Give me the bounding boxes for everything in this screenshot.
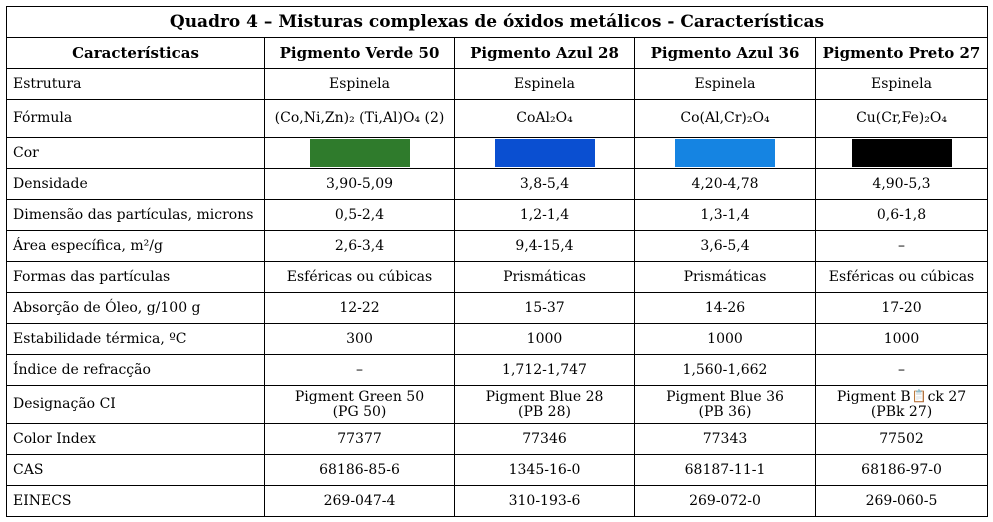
table-row (7, 355, 988, 386)
ci-code: (PG 50) (332, 403, 387, 420)
cell (265, 386, 455, 424)
cell: 310-193-6 (455, 486, 635, 517)
cell: 77377 (265, 424, 455, 455)
row-label-absorcao: Absorção de Óleo, g/100 g (7, 293, 265, 324)
cell (455, 138, 635, 169)
cell: Esféricas ou cúbicas (265, 262, 455, 293)
table-title: Quadro 4 – Misturas complexas de óxidos metálicos - Características (7, 7, 988, 38)
header-azul-28: Pigmento Azul 28 (455, 38, 635, 69)
cell: 1345-16-0 (455, 455, 635, 486)
table-row (7, 69, 988, 100)
table-row (7, 455, 988, 486)
cell: Espinela (455, 69, 635, 100)
row-label-formas: Formas das partículas (7, 262, 265, 293)
cell: 68186-85-6 (265, 455, 455, 486)
row-label-densidade: Densidade (7, 169, 265, 200)
color-swatch-azul-36 (675, 139, 775, 167)
cell (635, 138, 816, 169)
table-row (7, 486, 988, 517)
cell: – (816, 355, 988, 386)
cell (816, 138, 988, 169)
table-row (7, 100, 988, 138)
cell: 1000 (635, 324, 816, 355)
cell: (Co,Ni,Zn)₂ (Ti,Al)O₄ (2) (265, 100, 455, 138)
row-label-einecs: EINECS (7, 486, 265, 517)
row-label-cas: CAS (7, 455, 265, 486)
cell: Prismáticas (635, 262, 816, 293)
cell: 17-20 (816, 293, 988, 324)
table-row (7, 200, 988, 231)
clipboard-paste-icon[interactable]: 📋 (911, 388, 927, 403)
ci-name: Pigment Blue 36 (666, 388, 784, 405)
cell: 15-37 (455, 293, 635, 324)
cell: 1,712-1,747 (455, 355, 635, 386)
cell: 12-22 (265, 293, 455, 324)
row-label-area: Área específica, m²/g (7, 231, 265, 262)
cell: 1000 (455, 324, 635, 355)
cell: 77346 (455, 424, 635, 455)
cell: Espinela (635, 69, 816, 100)
row-label-estabilidade: Estabilidade térmica, ºC (7, 324, 265, 355)
cell: 68186-97-0 (816, 455, 988, 486)
header-row (7, 38, 988, 69)
ci-name: Pigment Blue 28 (485, 388, 604, 405)
cell (635, 386, 816, 424)
header-caracteristicas: Características (7, 38, 265, 69)
color-swatch-azul-28 (495, 139, 595, 167)
cell: 1000 (816, 324, 988, 355)
cell (455, 386, 635, 424)
cell (265, 138, 455, 169)
cell: 2,6-3,4 (265, 231, 455, 262)
cell: 1,560-1,662 (635, 355, 816, 386)
cell: Espinela (816, 69, 988, 100)
ci-code: (PB 36) (698, 403, 752, 420)
row-label-indice: Índice de refracção (7, 355, 265, 386)
cell: 300 (265, 324, 455, 355)
cell: 3,8-5,4 (455, 169, 635, 200)
cell: 3,90-5,09 (265, 169, 455, 200)
cell: 68187-11-1 (635, 455, 816, 486)
ci-name-part: ck 27 (927, 388, 967, 405)
cell: Prismáticas (455, 262, 635, 293)
cell: 0,5-2,4 (265, 200, 455, 231)
ci-name-part: Pigment B (836, 388, 911, 405)
table-row (7, 293, 988, 324)
color-swatch-preto (852, 139, 952, 167)
cell: 1,3-1,4 (635, 200, 816, 231)
cell: 77502 (816, 424, 988, 455)
table-row (7, 231, 988, 262)
cell: 14-26 (635, 293, 816, 324)
table-row (7, 138, 988, 169)
cell: 4,20-4,78 (635, 169, 816, 200)
cell: – (265, 355, 455, 386)
table-row (7, 386, 988, 424)
cell: Espinela (265, 69, 455, 100)
cell: 1,2-1,4 (455, 200, 635, 231)
header-preto-27: Pigmento Preto 27 (816, 38, 988, 69)
cell: CoAl₂O₄ (455, 100, 635, 138)
cell: Co(Al,Cr)₂O₄ (635, 100, 816, 138)
ci-name: Pigment Green 50 (294, 388, 425, 405)
header-verde-50: Pigmento Verde 50 (265, 38, 455, 69)
table-row (7, 324, 988, 355)
color-swatch-verde (310, 139, 410, 167)
cell: 9,4-15,4 (455, 231, 635, 262)
table-container (6, 6, 987, 517)
cell: 0,6-1,8 (816, 200, 988, 231)
table-row (7, 262, 988, 293)
cell: 4,90-5,3 (816, 169, 988, 200)
cell: 269-072-0 (635, 486, 816, 517)
cell (816, 386, 988, 424)
row-label-formula: Fórmula (7, 100, 265, 138)
row-label-cor: Cor (7, 138, 265, 169)
ci-name (820, 390, 983, 405)
cell: Esféricas ou cúbicas (816, 262, 988, 293)
cell: 77343 (635, 424, 816, 455)
cell: 3,6-5,4 (635, 231, 816, 262)
table-row (7, 424, 988, 455)
cell: 269-060-5 (816, 486, 988, 517)
cell: Cu(Cr,Fe)₂O₄ (816, 100, 988, 138)
table-row (7, 169, 988, 200)
ci-code: (PB 28) (518, 403, 571, 420)
row-label-colorindex: Color Index (7, 424, 265, 455)
row-label-designacao: Designação CI (7, 386, 265, 424)
title-row (7, 7, 988, 38)
characteristics-table (6, 6, 988, 517)
row-label-dimensao: Dimensão das partículas, microns (7, 200, 265, 231)
cell: – (816, 231, 988, 262)
row-label-estrutura: Estrutura (7, 69, 265, 100)
cell: 269-047-4 (265, 486, 455, 517)
ci-code: (PBk 27) (870, 403, 933, 420)
header-azul-36: Pigmento Azul 36 (635, 38, 816, 69)
